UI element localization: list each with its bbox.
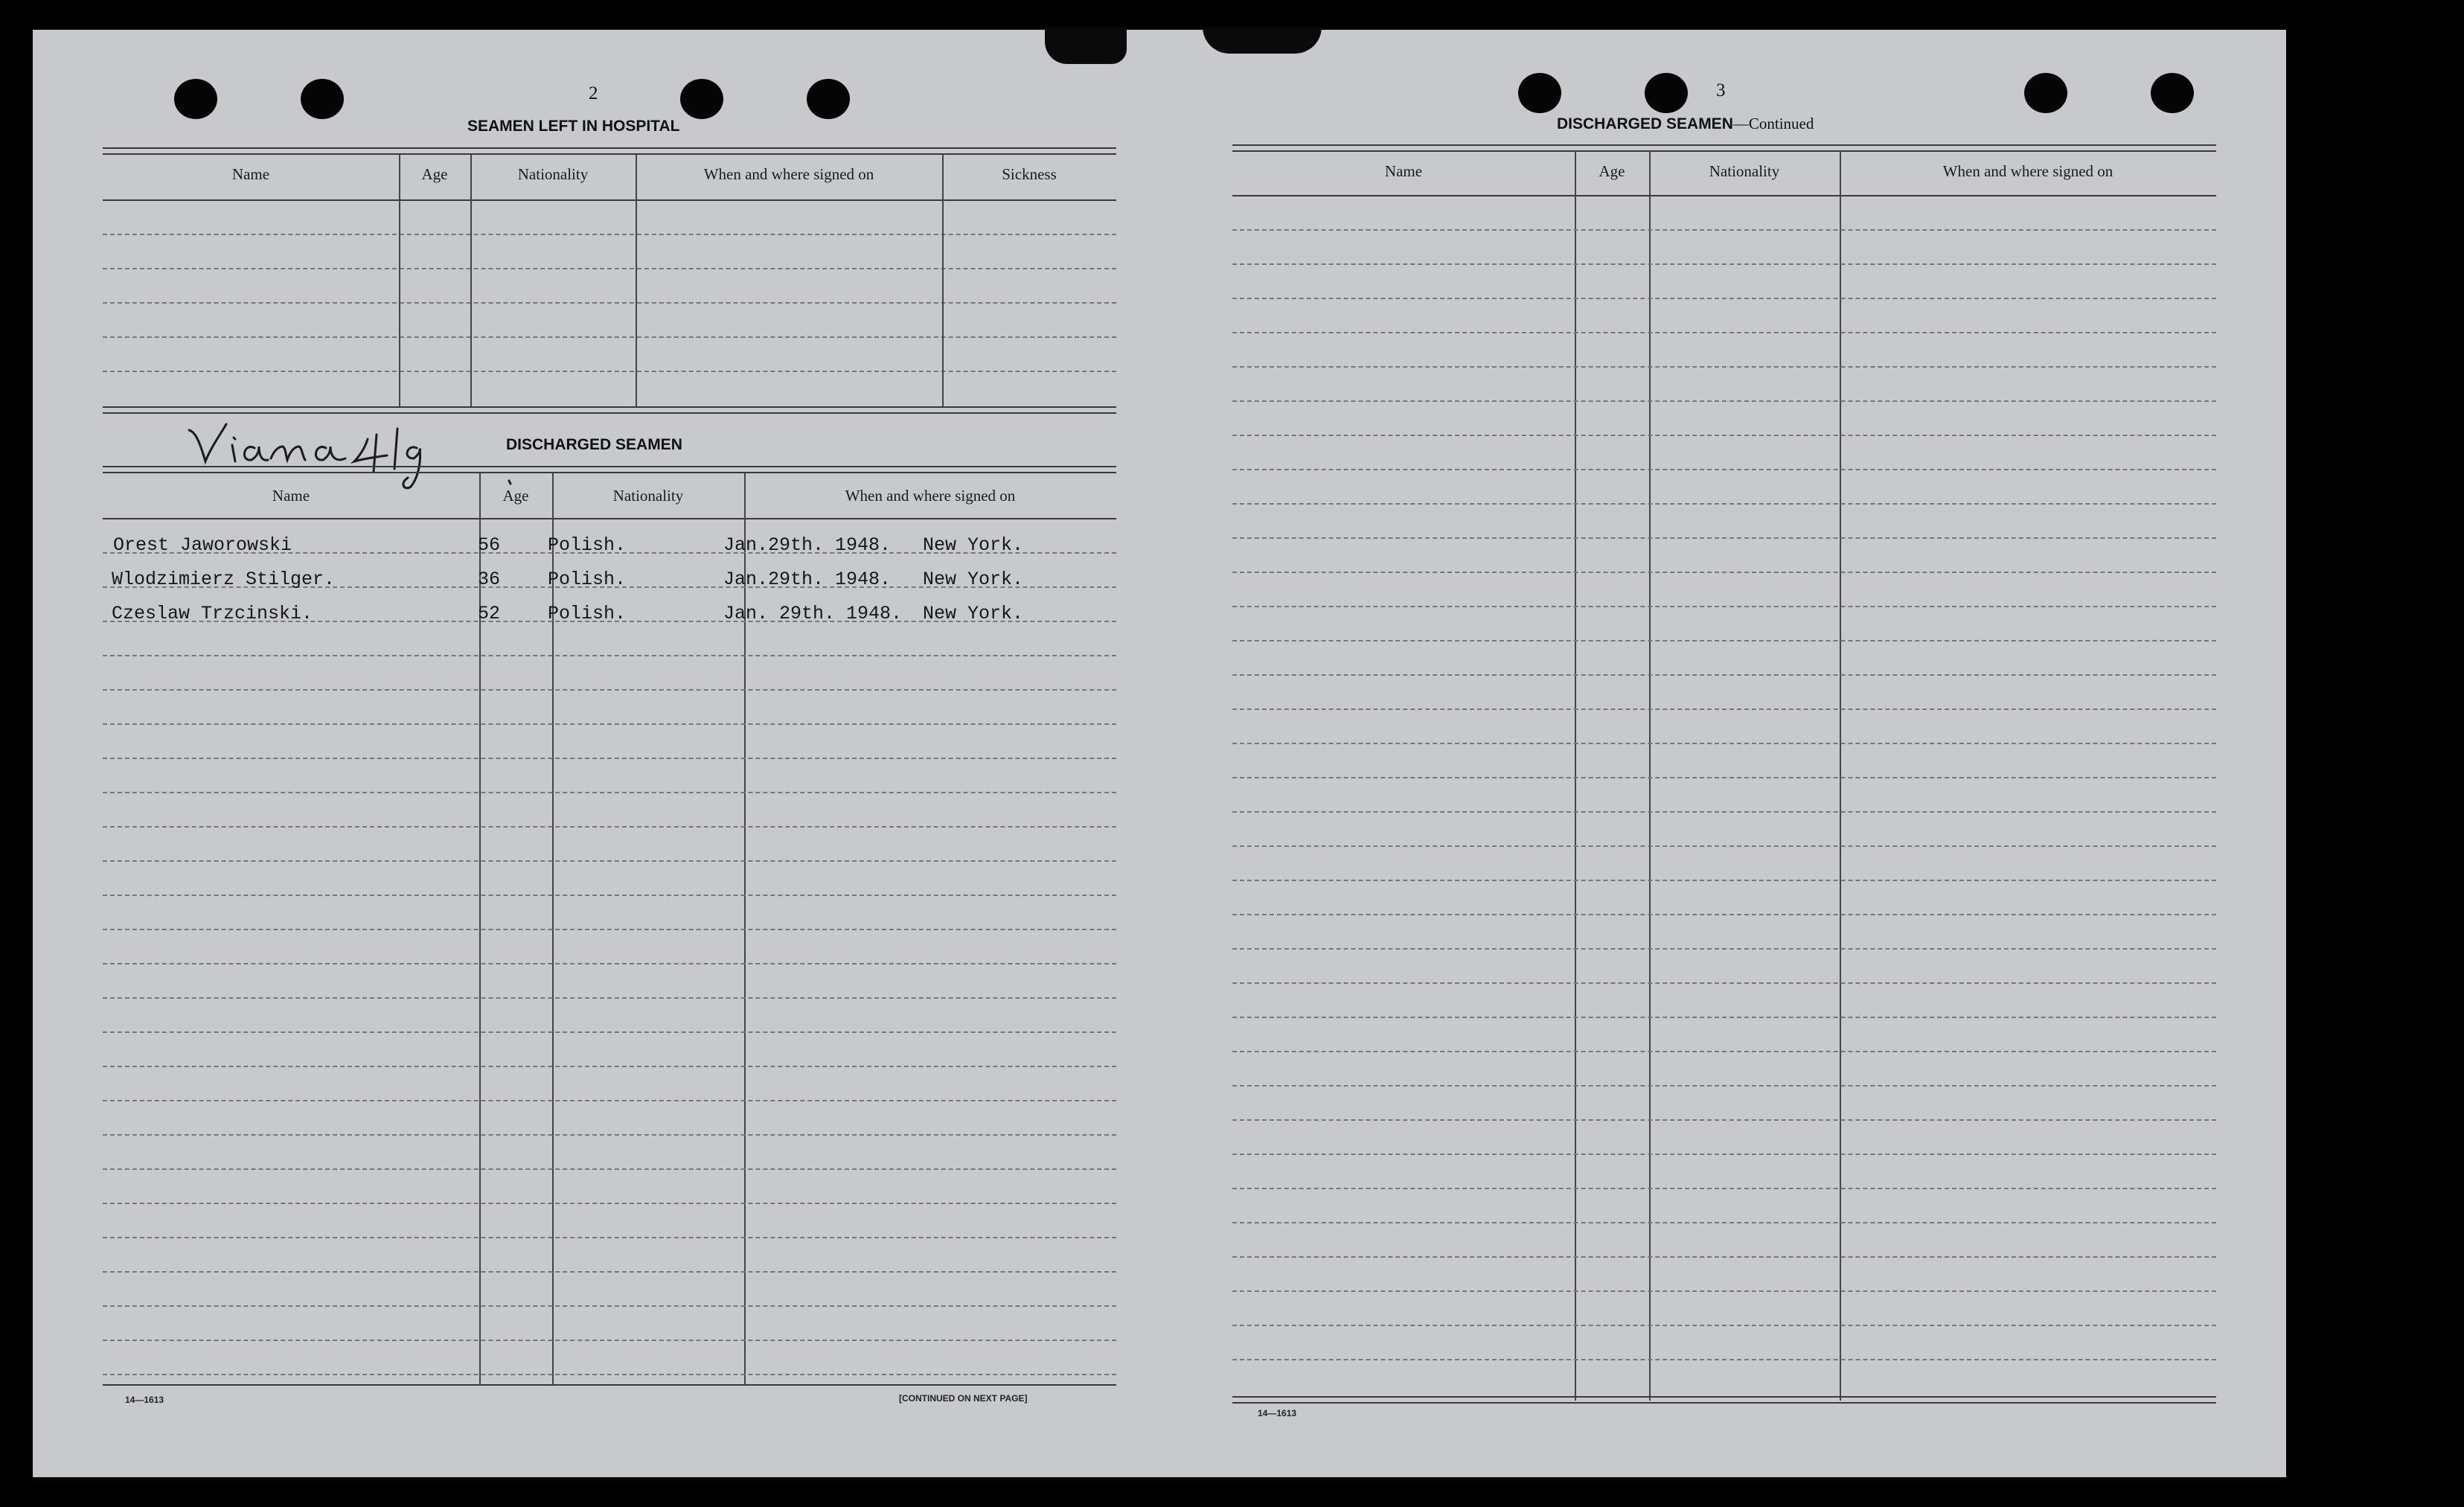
row-rule xyxy=(1232,1119,2216,1121)
punch-hole xyxy=(1518,73,1561,113)
row-rule xyxy=(1232,229,2216,231)
row-rule xyxy=(103,792,1116,793)
row-rule xyxy=(103,1134,1116,1136)
signed-on-date: Jan.29th. 1948. xyxy=(723,534,892,556)
column-header: Nationality xyxy=(1709,162,1780,180)
section-title-suffix: —Continued xyxy=(1732,115,1814,132)
binding-mark xyxy=(1045,27,1127,64)
row-rule xyxy=(1232,469,2216,470)
column-header: When and where signed on xyxy=(845,487,1016,505)
column-header: Sickness xyxy=(1002,165,1057,183)
column-divider xyxy=(399,155,400,406)
row-rule xyxy=(103,371,1116,372)
row-rule xyxy=(103,860,1116,862)
column-header: Nationality xyxy=(612,487,684,505)
row-rule xyxy=(103,1340,1116,1341)
row-rule xyxy=(103,302,1116,304)
row-rule xyxy=(1232,1222,2216,1223)
row-rule xyxy=(1232,1017,2216,1018)
document-sheet xyxy=(33,30,2286,1477)
table-top-rule xyxy=(103,466,1116,473)
row-rule xyxy=(103,929,1116,930)
row-rule xyxy=(1232,948,2216,950)
column-divider xyxy=(1575,152,1576,1401)
seaman-age: 56 xyxy=(478,534,501,556)
signed-on-date: Jan. 29th. 1948. xyxy=(723,603,903,624)
row-rule xyxy=(103,963,1116,964)
row-rule xyxy=(103,655,1116,656)
seaman-age: 52 xyxy=(478,603,501,624)
row-rule xyxy=(1232,845,2216,847)
section-title-main: DISCHARGED SEAMEN xyxy=(1557,115,1733,132)
row-rule xyxy=(103,895,1116,896)
row-rule xyxy=(1232,1188,2216,1189)
form-number: 14—1613 xyxy=(1258,1408,1297,1418)
row-rule xyxy=(1232,640,2216,641)
row-rule xyxy=(103,1374,1116,1375)
row-rule xyxy=(1232,743,2216,744)
seaman-nationality: Polish. xyxy=(548,534,627,556)
row-rule xyxy=(103,1305,1116,1307)
continued-section-title xyxy=(1557,115,1814,133)
column-header: Age xyxy=(421,165,448,183)
row-rule xyxy=(103,336,1116,338)
column-header: Age xyxy=(502,487,529,505)
binding-mark xyxy=(1203,27,1322,54)
row-rule xyxy=(1232,572,2216,573)
row-rule xyxy=(103,826,1116,828)
row-rule xyxy=(1232,435,2216,436)
row-rule xyxy=(103,1168,1116,1170)
seaman-name: Orest Jaworowski xyxy=(113,534,292,556)
discharged-section-title: DISCHARGED SEAMEN xyxy=(506,436,682,453)
seaman-name: Wlodzimierz Stilger. xyxy=(112,569,336,590)
header-rule xyxy=(1232,195,2216,196)
punch-hole xyxy=(1645,73,1688,113)
column-header: Name xyxy=(231,165,270,183)
row-rule xyxy=(1232,674,2216,676)
seaman-nationality: Polish. xyxy=(548,569,627,590)
row-rule xyxy=(1232,332,2216,333)
column-header: When and where signed on xyxy=(703,165,874,183)
table-bottom-rule xyxy=(1232,1396,2216,1404)
row-rule xyxy=(1232,982,2216,984)
header-rule xyxy=(103,199,1116,201)
row-rule xyxy=(1232,537,2216,539)
column-header: Name xyxy=(1384,162,1423,180)
punch-hole xyxy=(2151,73,2194,113)
seaman-name: Czeslaw Trzcinski. xyxy=(112,603,313,624)
page-number: 3 xyxy=(1716,80,1726,100)
row-rule xyxy=(1232,811,2216,813)
row-rule xyxy=(1232,1290,2216,1292)
row-rule xyxy=(103,1271,1116,1273)
row-rule xyxy=(1232,880,2216,881)
row-rule xyxy=(103,1066,1116,1067)
row-rule xyxy=(103,1031,1116,1033)
row-rule xyxy=(103,1100,1116,1101)
row-rule xyxy=(103,723,1116,725)
column-divider xyxy=(1649,152,1651,1401)
continued-note: [CONTINUED ON NEXT PAGE] xyxy=(899,1393,1028,1404)
row-rule xyxy=(1232,1051,2216,1052)
row-rule xyxy=(1232,777,2216,778)
column-header: Age xyxy=(1599,162,1625,180)
column-header: Name xyxy=(272,487,310,505)
column-divider xyxy=(470,155,472,406)
signed-on-place: New York. xyxy=(923,569,1024,590)
form-number: 14—1613 xyxy=(125,1395,164,1405)
column-header: Nationality xyxy=(517,165,589,183)
signed-on-date: Jan.29th. 1948. xyxy=(723,569,892,590)
page-number: 2 xyxy=(589,83,598,103)
row-rule xyxy=(103,234,1116,235)
punch-hole xyxy=(807,79,850,119)
signed-on-place: New York. xyxy=(923,603,1024,624)
signed-on-place: New York. xyxy=(923,534,1024,556)
column-divider xyxy=(636,155,637,406)
punch-hole xyxy=(174,79,217,119)
row-rule xyxy=(1232,1359,2216,1360)
row-rule xyxy=(103,689,1116,691)
row-rule xyxy=(1232,1154,2216,1155)
row-rule xyxy=(1232,298,2216,299)
row-rule xyxy=(103,1237,1116,1238)
row-rule xyxy=(1232,1256,2216,1258)
table-bottom-rule xyxy=(103,1384,1116,1386)
row-rule xyxy=(1232,366,2216,368)
row-rule xyxy=(103,997,1116,999)
column-header: When and where signed on xyxy=(1942,162,2113,180)
row-rule xyxy=(1232,503,2216,505)
seaman-nationality: Polish. xyxy=(548,603,627,624)
row-rule xyxy=(1232,400,2216,402)
column-divider xyxy=(1840,152,1841,1401)
row-rule xyxy=(1232,1085,2216,1087)
row-rule xyxy=(103,268,1116,269)
punch-hole xyxy=(680,79,723,119)
punch-hole xyxy=(301,79,344,119)
header-rule xyxy=(103,518,1116,519)
row-rule xyxy=(1232,708,2216,710)
row-rule xyxy=(1232,1325,2216,1326)
row-rule xyxy=(1232,914,2216,915)
column-divider xyxy=(942,155,944,406)
table-top-rule xyxy=(103,147,1116,155)
row-rule xyxy=(103,1203,1116,1204)
table-top-rule xyxy=(1232,144,2216,152)
row-rule xyxy=(1232,263,2216,265)
row-rule xyxy=(1232,606,2216,607)
punch-hole xyxy=(2024,73,2067,113)
hospital-section-title: SEAMEN LEFT IN HOSPITAL xyxy=(467,118,680,135)
seaman-age: 36 xyxy=(478,569,501,590)
row-rule xyxy=(103,758,1116,759)
